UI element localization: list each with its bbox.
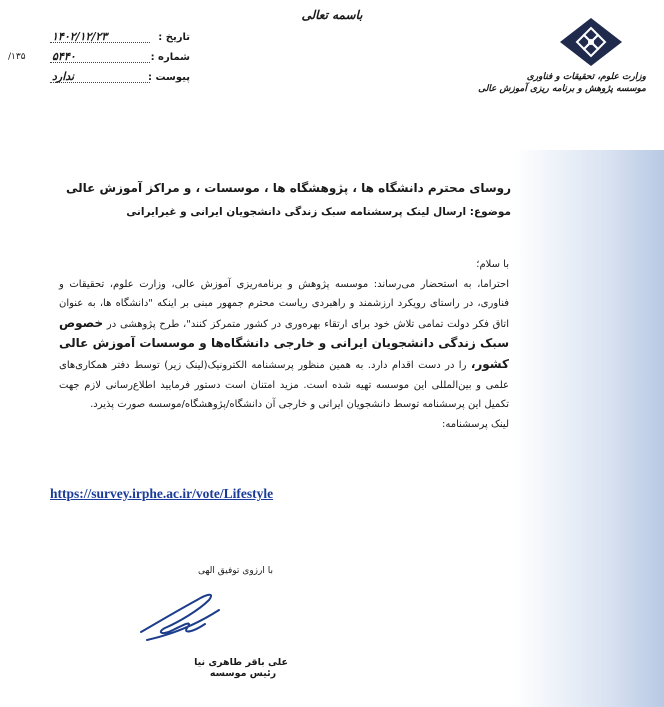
- link-label: لینک پرسشنامه:: [442, 418, 509, 430]
- body-paragraph: [59, 275, 509, 415]
- letter-meta: [8, 30, 190, 90]
- letter-heading: باسمه تعالی: [301, 8, 363, 22]
- number-label: شماره :: [150, 52, 190, 63]
- signer-title: رئیس موسسه: [209, 668, 277, 679]
- signature-icon: [135, 580, 225, 650]
- recipient-line: روسای محترم دانشگاه ها ، پژوهشگاه ها ، موسسات ، و مراکز آموزش عالی: [66, 181, 511, 195]
- signer-block: [194, 657, 288, 679]
- ministry-name: وزارت علوم، تحقیقات و فناوری: [526, 72, 646, 82]
- paragraph-highlight: خصوص سبک زندگی دانشجویان ایرانی و خارجی دانشگاه‌ها و موسسات آموزش عالی کشور،: [59, 315, 509, 371]
- attachment-label: پیوست :: [147, 72, 190, 83]
- signer-name: علی باقر طاهری نیا: [194, 657, 288, 668]
- survey-link[interactable]: https://survey.irphe.ac.ir/vote/Lifestyle: [50, 486, 274, 501]
- date-row: [30, 30, 190, 50]
- paragraph-rest: را در دست اقدام دارد. به همین منظور پرسشنامه الکترونیک(لینک زیر) توسط دفتر همکاری‌های علمی و بین‌المللی این موسسه تهیه شده است. مزید امتنان است دستور فرمایید اطلاع‌رسانی لازم جهت تکمیل این پرسشنامه توسط دانشجویان ایرانی و خارجی آن دانشگاه/پژوهشگاه/موسسه صورت پذیرد.: [59, 359, 509, 411]
- letter-body: [59, 255, 509, 434]
- paragraph-intro: احتراما، به استحضار می‌رساند: موسسه پژوهش و برنامه‌ریزی آموزش عالی، وزارت علوم، تحقیقات و فناوری، در راستای رویکرد ارزشمند و راهبردی ریاست محترم جمهور مبنی بر اینکه "دانشگاه ها، به عنوان اتاق فکر دولت تمامی تلاش خود برای ارتقاء بهره‌وری در کشور متمرکز کنند"، طرح پژوهشی در: [59, 278, 509, 330]
- number-extra: ۱۳۵/: [8, 52, 26, 62]
- closing-line: با ارزوی توفیق الهی: [198, 566, 273, 576]
- ministry-logo: [478, 16, 646, 94]
- date-label: تاریخ :: [158, 32, 190, 43]
- ministry-seal-icon: [558, 16, 624, 68]
- attachment-value: ندارد: [52, 70, 75, 83]
- greeting: با سلام؛: [476, 259, 509, 270]
- date-value: ۱۴۰۲/۱۲/۲۳: [52, 30, 108, 43]
- attachment-row: [30, 70, 190, 90]
- subject-line: موضوع: ارسال لینک پرسشنامه سبک زندگی دانشجویان ایرانی و غیرایرانی: [126, 206, 511, 218]
- number-value: ۵۴۴۰: [52, 50, 76, 63]
- number-row: [8, 50, 190, 70]
- institute-name: موسسه پژوهش و برنامه ریزی آموزش عالی: [478, 84, 646, 94]
- decorative-band: [514, 150, 664, 707]
